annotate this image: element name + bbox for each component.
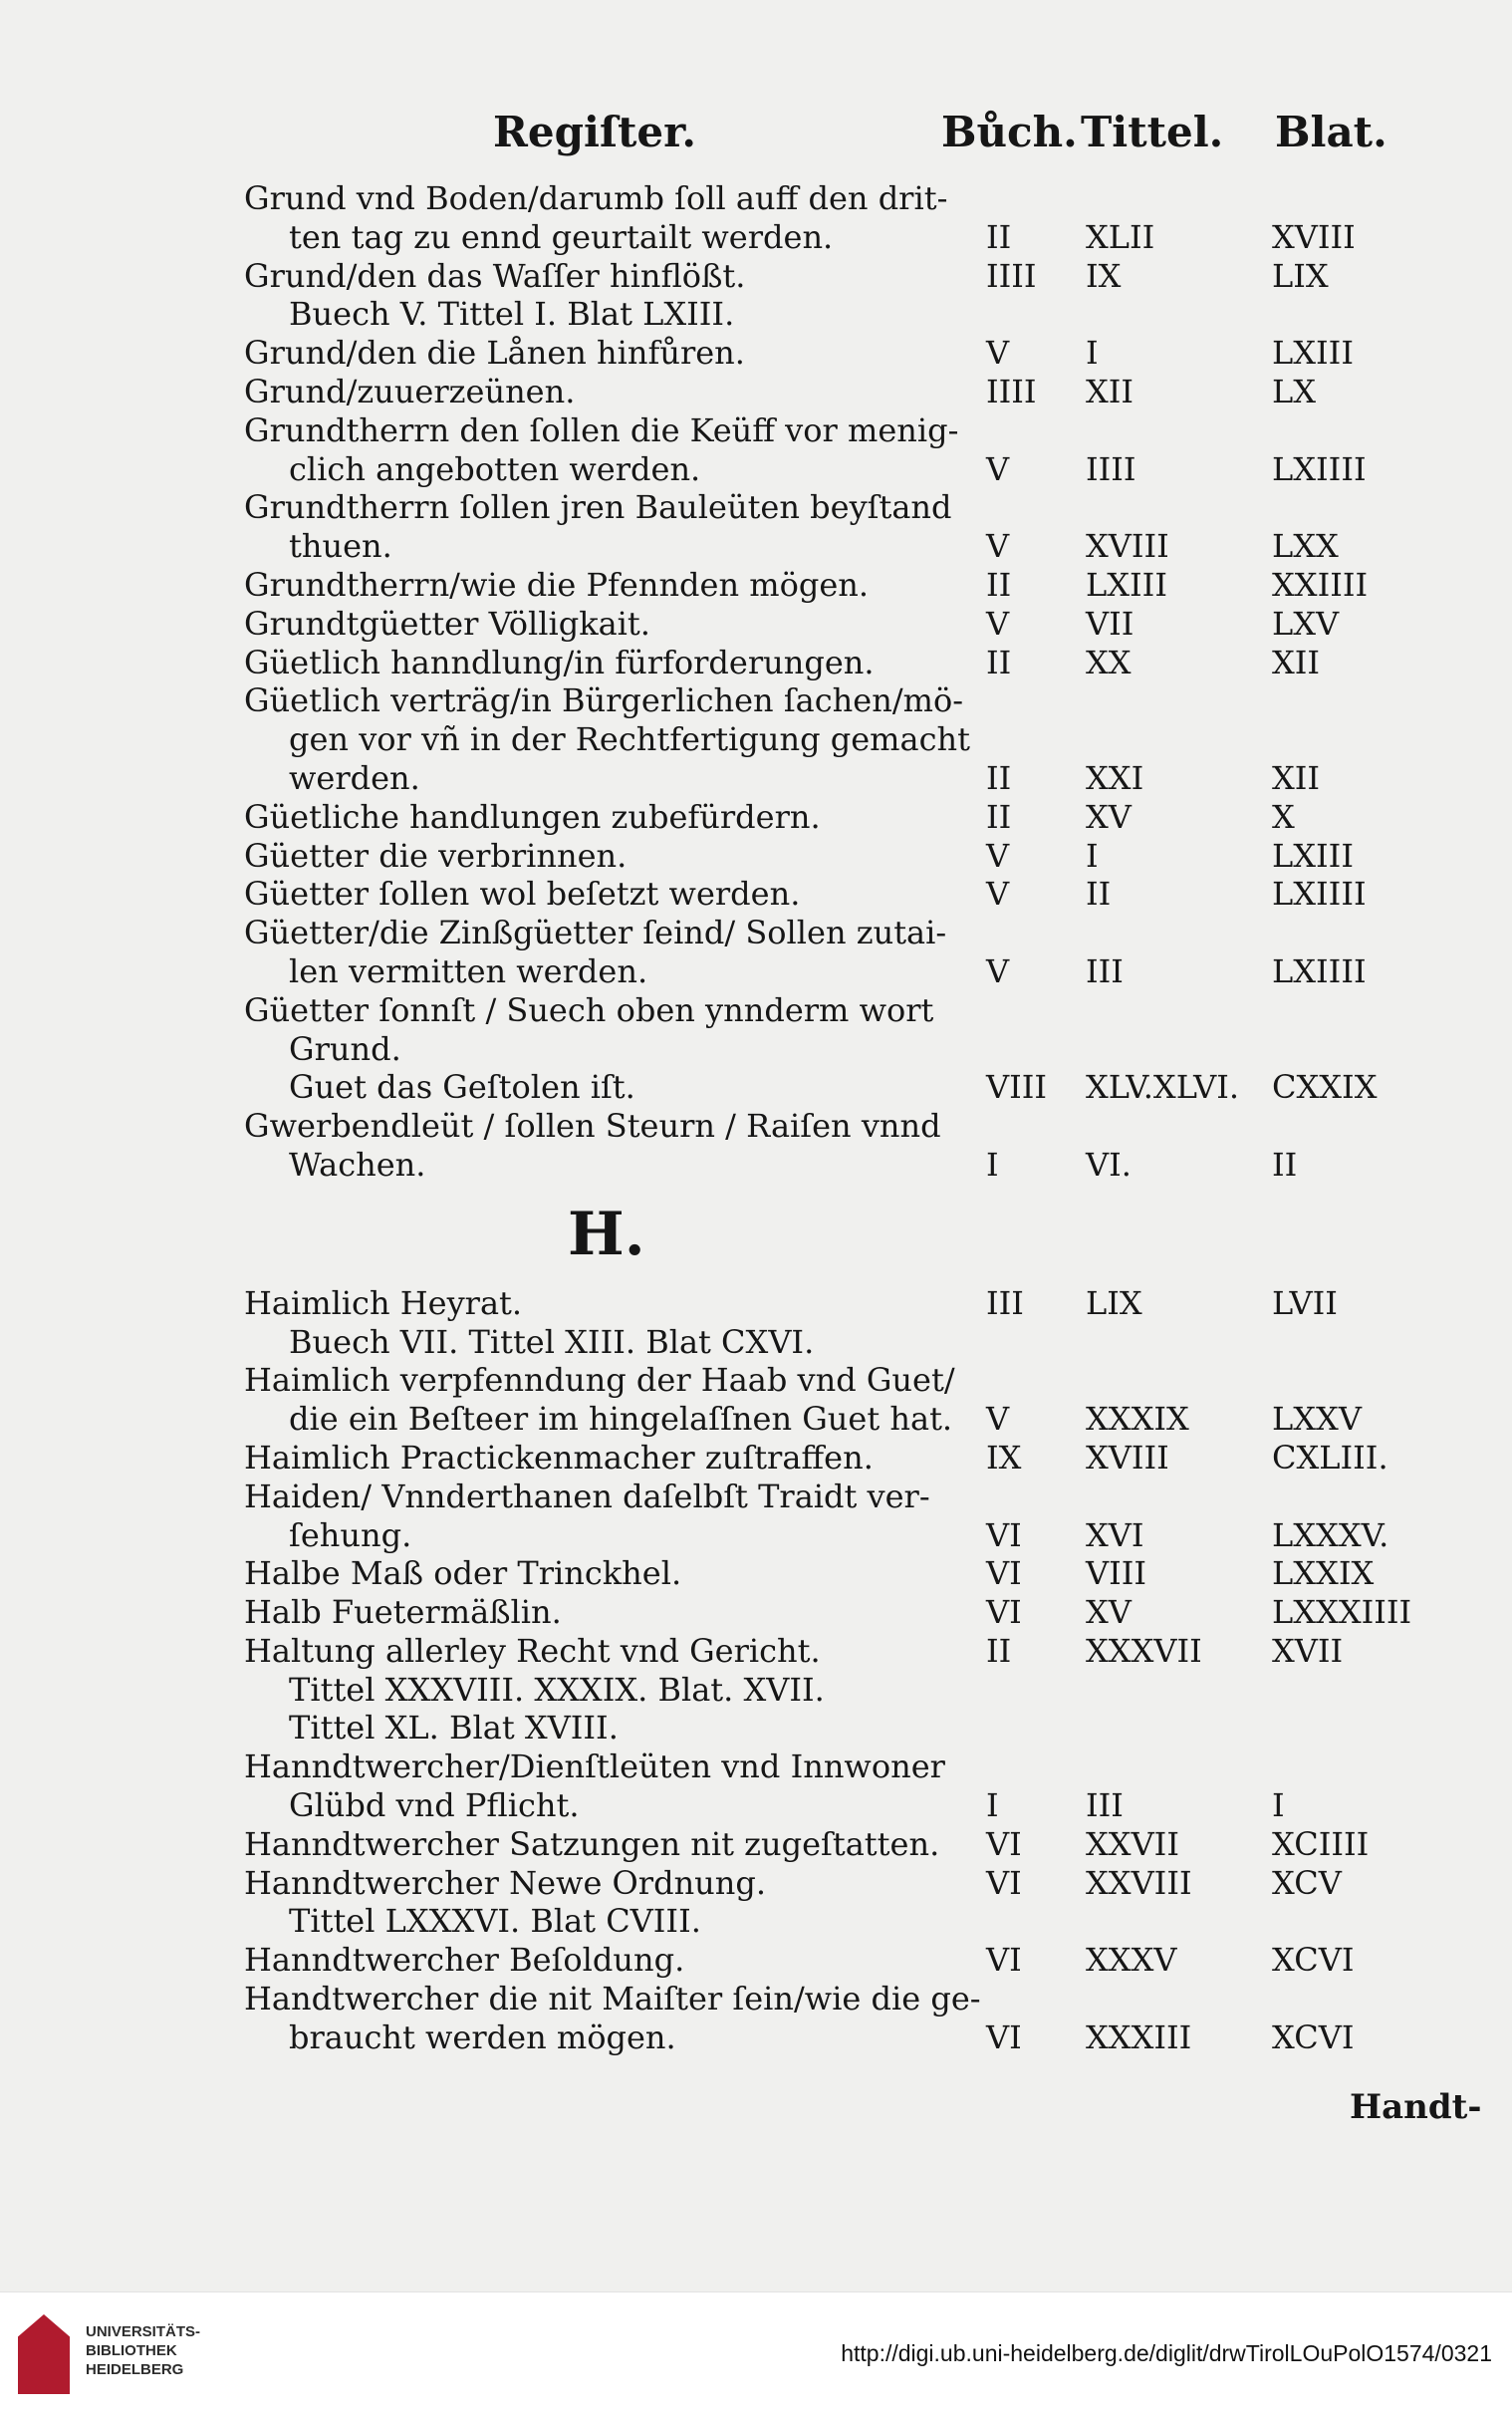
register-entry-row: [204, 605, 1469, 644]
entry-tittel: I: [1086, 836, 1099, 875]
entry-text: Halbe Maß oder Trinckhel.: [244, 1554, 682, 1593]
entry-text: Güetter ſollen wol beſetzt werden.: [244, 875, 801, 914]
entry-text: Güetlich hanndlung/in fürforderungen.: [244, 643, 875, 681]
entry-tittel: IX: [1086, 256, 1122, 295]
register-entry-row: [204, 1107, 1469, 1146]
register-header: [204, 80, 1469, 159]
register-entry-row: [204, 218, 1469, 257]
logo-line-2: BIBLIOTHEK: [86, 2342, 177, 2359]
register-entry-row: [204, 411, 1469, 450]
entry-text: Güetlich verträg/in Bürgerlichen ſachen/mö-: [244, 681, 964, 720]
entry-blat: XCVI: [1272, 2017, 1355, 2056]
entry-text: Gwerbendleüt / ſollen Steurn / Raiſen vnnd: [244, 1107, 941, 1146]
entry-blat: LXX: [1272, 527, 1339, 566]
logo-line-1: UNIVERSITÄTS-: [86, 2323, 201, 2340]
register-entry-row: [204, 1941, 1469, 1980]
entry-buch: IIII: [986, 372, 1037, 410]
entry-blat: XCVI: [1272, 1941, 1355, 1980]
entry-text: ten tag zu ennd geurtailt werden.: [289, 217, 834, 256]
entry-text: Güetter/die Zinßgüetter ſeind/ Sollen zutai-: [244, 914, 947, 952]
entry-tittel: XV: [1086, 797, 1132, 836]
register-entry-row: [204, 295, 1469, 334]
entry-buch: VI: [986, 1863, 1022, 1902]
entry-text: Buech VII. Tittel XIII. Blat CXVI.: [289, 1322, 815, 1361]
entry-buch: V: [986, 951, 1010, 990]
entry-tittel: II: [1086, 875, 1112, 914]
entry-text: Hanndtwercher Newe Ordnung.: [244, 1863, 767, 1902]
entry-text: ſehung.: [289, 1515, 412, 1554]
register-entry-row: [204, 1400, 1469, 1439]
entry-tittel: XXVII: [1086, 1824, 1179, 1863]
entry-buch: V: [986, 449, 1010, 488]
entry-text: Haimlich Heyrat.: [244, 1283, 523, 1322]
entry-buch: V: [986, 604, 1010, 643]
entry-blat: LXIII: [1272, 836, 1354, 875]
register-entry-row: [204, 179, 1469, 218]
register-entry-row: [204, 1284, 1469, 1323]
entry-tittel: XXXIX: [1086, 1400, 1189, 1439]
entry-tittel: III: [1086, 1786, 1124, 1825]
register-entry-row: [204, 1146, 1469, 1185]
entry-buch: II: [986, 797, 1012, 836]
catchword: Handt-: [1350, 2087, 1482, 2127]
entry-tittel: XXXVII: [1086, 1631, 1202, 1670]
entry-tittel: LXIII: [1086, 565, 1167, 604]
entry-tittel: XXI: [1086, 758, 1144, 797]
university-library-logo-icon: [18, 2314, 70, 2394]
register-entry-row: [204, 644, 1469, 682]
entry-buch: II: [986, 217, 1012, 256]
register-entries: [204, 179, 1469, 2057]
entry-blat: XII: [1272, 758, 1321, 797]
register-entry-row: [204, 450, 1469, 489]
entry-buch: I: [986, 1145, 999, 1184]
register-entry-row: [204, 1516, 1469, 1555]
entry-text: Handtwercher die nit Maiſter ſein/wie die ge-: [244, 1980, 981, 2018]
entry-tittel: I: [1086, 334, 1099, 373]
entry-blat: XCIIII: [1272, 1824, 1370, 1863]
entry-text: Hanndtwercher Beſoldung.: [244, 1941, 685, 1980]
entry-text: Halb Fuetermäßlin.: [244, 1593, 562, 1632]
register-entry-row: [204, 1864, 1469, 1903]
entry-blat: X: [1272, 797, 1295, 836]
entry-blat: LXIIII: [1272, 951, 1367, 990]
entry-blat: XVII: [1272, 1631, 1344, 1670]
entry-buch: VI: [986, 1941, 1022, 1980]
entry-tittel: VI.: [1086, 1145, 1132, 1184]
entry-buch: V: [986, 875, 1010, 914]
entry-blat: I: [1272, 1786, 1285, 1825]
entry-text: Grund.: [289, 1029, 401, 1068]
entry-tittel: III: [1086, 951, 1124, 990]
register-entry-row: [204, 1825, 1469, 1864]
register-entry-row: [204, 1902, 1469, 1941]
register-entry-row: [204, 914, 1469, 952]
entry-text: gen vor vñ in der Rechtfertigung gemacht: [289, 720, 970, 759]
entry-text: clich angebotten werden.: [289, 449, 701, 488]
entry-text: Güetter die verbrinnen.: [244, 836, 628, 875]
entry-buch: II: [986, 643, 1012, 681]
header-register: Regiſter.: [493, 108, 697, 156]
entry-buch: II: [986, 1631, 1012, 1670]
entry-tittel: XLV.XLVI.: [1086, 1068, 1240, 1107]
register-entry-row: [204, 373, 1469, 411]
register-entry-row: [204, 527, 1469, 566]
entry-buch: V: [986, 836, 1010, 875]
entry-text: Haiden/ Vnnderthanen daſelbſt Traidt ver-: [244, 1477, 930, 1515]
entry-blat: LXIII: [1272, 334, 1354, 373]
register-entry-row: [204, 1786, 1469, 1825]
register-entry-row: [204, 1671, 1469, 1710]
register-entry-row: [204, 1323, 1469, 1362]
entry-text: Grundtherrn ſollen jren Bauleüten beyſtand: [244, 488, 952, 527]
entry-tittel: XV: [1086, 1593, 1132, 1632]
entry-blat: XII: [1272, 643, 1321, 681]
register-entry-row: [204, 991, 1469, 1030]
entry-text: braucht werden mögen.: [289, 2017, 676, 2056]
entry-buch: V: [986, 527, 1010, 566]
entry-text: Grund/den das Waſſer hinflößt.: [244, 256, 746, 295]
entry-blat: LVII: [1272, 1283, 1338, 1322]
entry-text: Grund/zuuerzeünen.: [244, 372, 576, 410]
entry-blat: LXXIX: [1272, 1554, 1375, 1593]
entry-text: Hanndtwercher Satzungen nit zugeſtatten.: [244, 1824, 940, 1863]
entry-buch: VI: [986, 1515, 1022, 1554]
entry-text: Wachen.: [289, 1145, 426, 1184]
entry-buch: V: [986, 334, 1010, 373]
entry-buch: V: [986, 1400, 1010, 1439]
entry-blat: LXXV: [1272, 1400, 1362, 1439]
register-entry-row: [204, 1030, 1469, 1069]
entry-text: Grund vnd Boden/darumb ſoll auff den drit-: [244, 179, 948, 217]
register-entry-row: [204, 1478, 1469, 1516]
header-tittel: Tittel.: [1081, 108, 1224, 156]
entry-text: Hanndtwercher/Dienſtleüten vnd Innwoner: [244, 1748, 945, 1786]
entry-tittel: LIX: [1086, 1283, 1142, 1322]
register-entry-row: [204, 1439, 1469, 1478]
entry-tittel: XVIII: [1086, 527, 1169, 566]
entry-blat: LXIIII: [1272, 449, 1367, 488]
register-entry-row: [204, 334, 1469, 373]
entry-blat: XVIII: [1272, 217, 1356, 256]
register-entry-row: [204, 681, 1469, 720]
entry-tittel: XXVIII: [1086, 1863, 1192, 1902]
register-entry-row: [204, 1068, 1469, 1107]
entry-buch: VI: [986, 2017, 1022, 2056]
library-logo-text: [86, 2322, 200, 2379]
entry-text: len vermitten werden.: [289, 951, 648, 990]
entry-text: thuen.: [289, 527, 392, 566]
entry-tittel: XII: [1086, 372, 1134, 410]
entry-blat: XXIIII: [1272, 565, 1369, 604]
register-entry-row: [204, 566, 1469, 605]
entry-text: Güetter ſonnſt / Suech oben ynnderm wort: [244, 990, 934, 1029]
register-entry-row: [204, 875, 1469, 914]
entry-text: Tittel XL. Blat XVIII.: [289, 1709, 619, 1748]
entry-text: Glübd vnd Pflicht.: [289, 1786, 580, 1825]
entry-tittel: VIII: [1086, 1554, 1147, 1593]
header-blat: Blat.: [1275, 108, 1387, 156]
entry-tittel: VII: [1086, 604, 1134, 643]
entry-text: Grundtherrn den ſollen die Keüff vor menig-: [244, 410, 959, 449]
register-entry-row: [204, 798, 1469, 837]
entry-blat: CXLIII.: [1272, 1438, 1388, 1477]
entry-text: Tittel LXXXVI. Blat CVIII.: [289, 1902, 701, 1941]
logo-line-3: HEIDELBERG: [86, 2361, 184, 2378]
entry-buch: I: [986, 1786, 999, 1825]
entry-tittel: XX: [1086, 643, 1132, 681]
register-entry-row: [204, 759, 1469, 798]
entry-tittel: XVI: [1086, 1515, 1144, 1554]
entry-buch: IX: [986, 1438, 1022, 1477]
register-entry-row: [204, 1748, 1469, 1786]
section-letter-text: H.: [568, 1199, 645, 1269]
entry-text: Güetliche handlungen zubefürdern.: [244, 797, 821, 836]
entry-text: werden.: [289, 758, 420, 797]
section-letter: [204, 1185, 1469, 1284]
entry-blat: LXV: [1272, 604, 1340, 643]
register-entry-row: [204, 1709, 1469, 1748]
entry-blat: LXIIII: [1272, 875, 1367, 914]
register-entry-row: [204, 1361, 1469, 1400]
entry-buch: VI: [986, 1593, 1022, 1632]
register-entry-row: [204, 2018, 1469, 2057]
entry-tittel: XVIII: [1086, 1438, 1169, 1477]
entry-blat: II: [1272, 1145, 1298, 1184]
register-entry-row: [204, 952, 1469, 991]
entry-buch: II: [986, 758, 1012, 797]
source-url-link[interactable]: http://digi.ub.uni-heidelberg.de/diglit/drwTirolLOuPolO1574/0321: [841, 2340, 1492, 2366]
entry-buch: IIII: [986, 256, 1037, 295]
entry-text: Grundtherrn/wie die Pfennden mögen.: [244, 565, 870, 604]
register-entry-row: [204, 1593, 1469, 1632]
entry-blat: LXXXV.: [1272, 1515, 1389, 1554]
entry-text: Grund/den die Lånen hinfůren.: [244, 334, 745, 373]
register-entry-row: [204, 257, 1469, 296]
header-buch: Bůch.: [941, 108, 1078, 156]
entry-buch: VI: [986, 1824, 1022, 1863]
entry-buch: VIII: [986, 1068, 1048, 1107]
entry-text: Tittel XXXVIII. XXXIX. Blat. XVII.: [289, 1670, 825, 1709]
entry-blat: CXXIX: [1272, 1068, 1378, 1107]
register-entry-row: [204, 488, 1469, 527]
entry-buch: VI: [986, 1554, 1022, 1593]
register-entry-row: [204, 1632, 1469, 1671]
entry-text: Haimlich Practickenmacher zuſtraffen.: [244, 1438, 874, 1477]
entry-tittel: XXXIII: [1086, 2017, 1192, 2056]
entry-text: Grundtgüetter Völligkait.: [244, 604, 650, 643]
entry-blat: LX: [1272, 372, 1317, 410]
entry-text: die ein Beſteer im hingelaſſnen Guet hat.: [289, 1400, 953, 1439]
register-entry-row: [204, 837, 1469, 876]
entry-text: Haimlich verpfenndung der Haab vnd Guet/: [244, 1361, 955, 1400]
entry-blat: LXXXIIII: [1272, 1593, 1412, 1632]
entry-blat: XCV: [1272, 1863, 1342, 1902]
entry-text: Buech V. Tittel I. Blat LXIII.: [289, 295, 735, 334]
entry-text: Guet das Geſtolen iſt.: [289, 1068, 635, 1107]
entry-tittel: XLII: [1086, 217, 1155, 256]
register-entry-row: [204, 1980, 1469, 2018]
entry-tittel: XXXV: [1086, 1941, 1177, 1980]
register-entry-row: [204, 1554, 1469, 1593]
entry-blat: LIX: [1272, 256, 1329, 295]
entry-buch: III: [986, 1283, 1024, 1322]
register-entry-row: [204, 720, 1469, 759]
entry-text: Haltung allerley Recht vnd Gericht.: [244, 1631, 821, 1670]
entry-tittel: IIII: [1086, 449, 1136, 488]
library-footer: [0, 2291, 1512, 2420]
entry-buch: II: [986, 565, 1012, 604]
register-page: [204, 80, 1482, 2142]
